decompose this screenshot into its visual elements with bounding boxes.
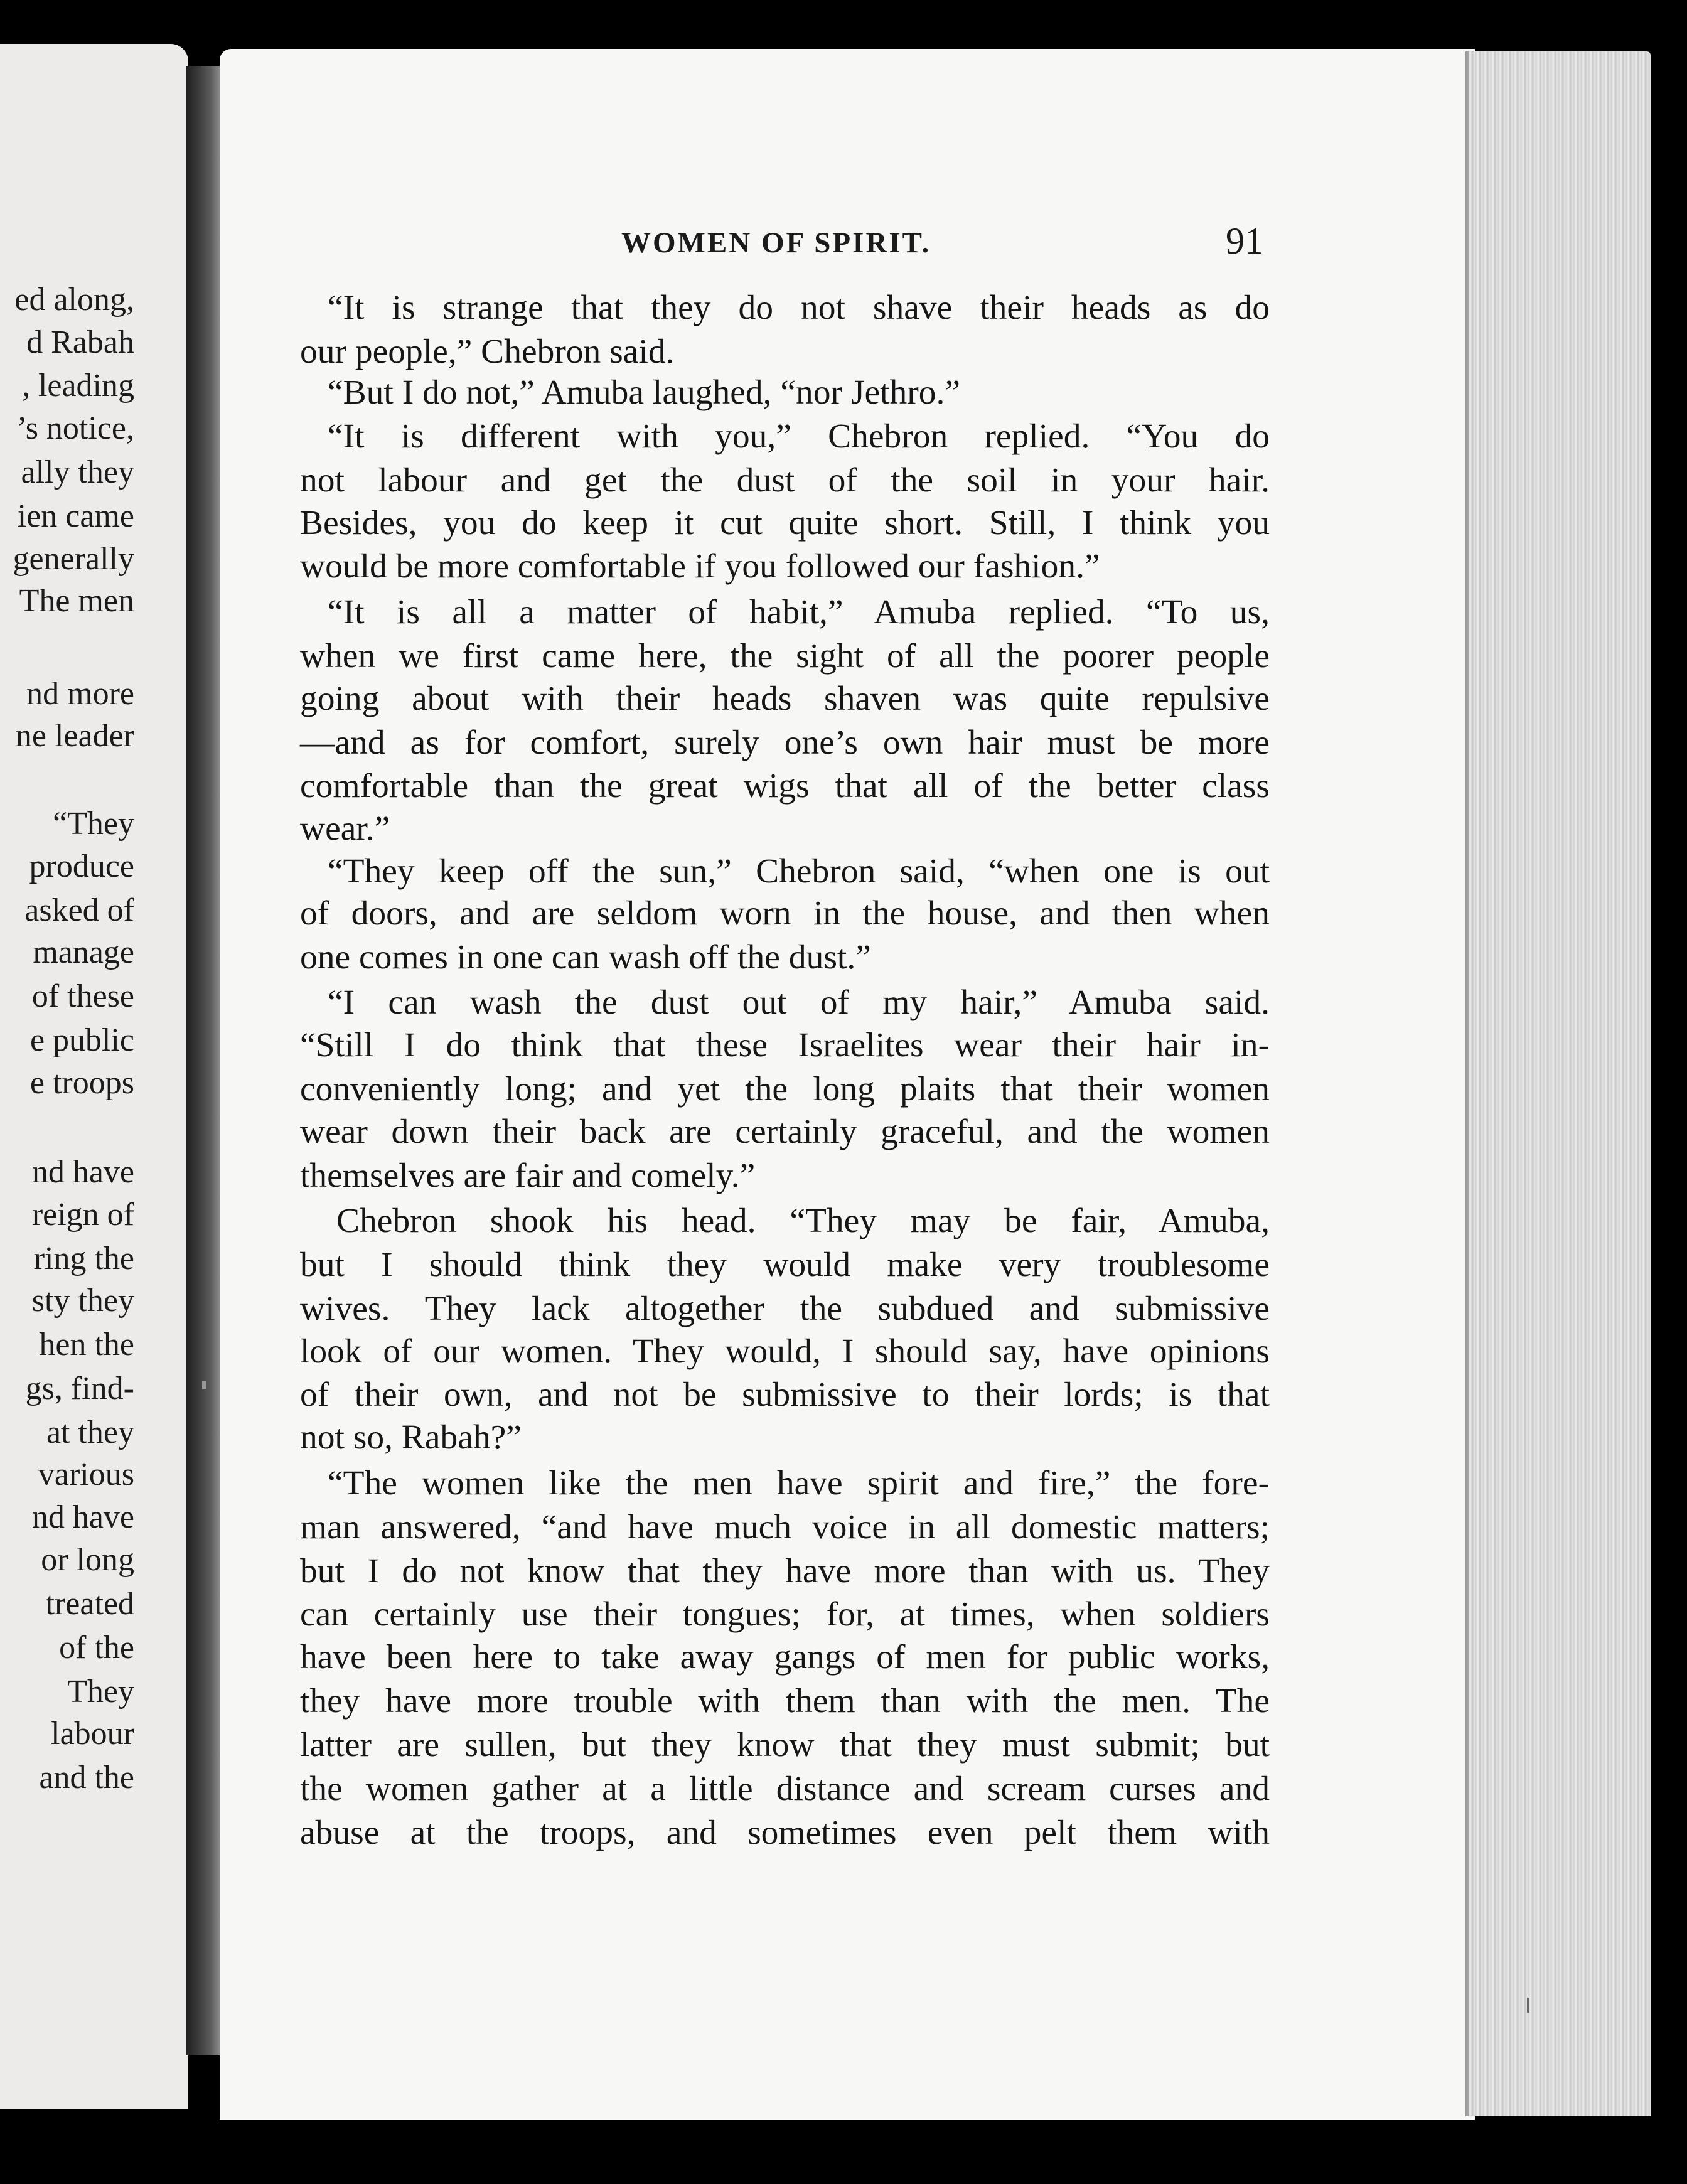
previous-page-line: e troops bbox=[29, 1065, 134, 1101]
text-line: our people,” Chebron said. bbox=[300, 333, 675, 371]
previous-page-line: The men bbox=[19, 583, 134, 619]
previous-page-line: ien came bbox=[17, 498, 134, 534]
text-line: man answered, “and have much voice in all domestic matters; bbox=[300, 1508, 1270, 1546]
previous-page-line: hen the bbox=[39, 1327, 134, 1362]
text-line: Besides, you do keep it cut quite short. Still, I think you bbox=[300, 504, 1270, 542]
text-line: of their own, and not be submissive to their lords; is that bbox=[300, 1376, 1270, 1414]
previous-page-line: treated bbox=[45, 1586, 134, 1622]
previous-page-line: of the bbox=[59, 1630, 134, 1666]
text-line: have been here to take away gangs of men for public works, bbox=[300, 1638, 1270, 1676]
book-gutter bbox=[186, 66, 221, 2055]
previous-page-line: gs, find- bbox=[25, 1371, 134, 1406]
previous-page-line: reign of bbox=[31, 1197, 134, 1233]
text-line: comfortable than the great wigs that all of the better class bbox=[300, 767, 1270, 805]
text-line: they have more trouble with them than with the men. The bbox=[300, 1682, 1270, 1720]
previous-page-line: at they bbox=[46, 1415, 134, 1450]
text-line: —and as for comfort, surely one’s own hair must be more bbox=[300, 724, 1270, 762]
text-line: themselves are fair and comely.” bbox=[300, 1157, 756, 1195]
page-block-edges bbox=[1469, 51, 1651, 2116]
previous-page-line: various bbox=[38, 1457, 134, 1492]
text-line: not labour and get the dust of the soil in your hair. bbox=[300, 461, 1270, 500]
gutter-mark bbox=[202, 1381, 206, 1389]
previous-page-line: asked of bbox=[24, 892, 134, 928]
running-head: WOMEN OF SPIRIT. bbox=[621, 227, 931, 259]
text-line: but I should think they would make very troublesome bbox=[300, 1246, 1270, 1284]
page-number: 91 bbox=[1226, 220, 1263, 262]
previous-page-line: produce bbox=[29, 848, 134, 884]
text-line: “But I do not,” Amuba laughed, “nor Jethro.” bbox=[328, 373, 960, 412]
previous-page-line: labour bbox=[51, 1716, 134, 1752]
text-line: the women gather at a little distance and scream curses and bbox=[300, 1770, 1270, 1808]
text-line: wives. They lack altogether the subdued and submissive bbox=[300, 1290, 1270, 1328]
text-line: “The women like the men have spirit and fire,” the fore- bbox=[328, 1464, 1270, 1502]
text-line: conveniently long; and yet the long plaits that their women bbox=[300, 1070, 1270, 1108]
previous-page-line: e public bbox=[29, 1022, 134, 1058]
text-line: “Still I do think that these Israelites wear their hair in- bbox=[300, 1026, 1270, 1064]
page-edge-mark bbox=[1527, 1998, 1529, 2013]
previous-page-line: nd have bbox=[31, 1154, 134, 1190]
text-line: “I can wash the dust out of my hair,” Amuba said. bbox=[328, 983, 1270, 1022]
previous-page-line: of these bbox=[31, 978, 134, 1014]
previous-page-line: manage bbox=[33, 934, 134, 970]
previous-page-line: nd more bbox=[26, 676, 134, 712]
previous-page-fragment bbox=[0, 44, 188, 2109]
previous-page-line: nd have bbox=[31, 1499, 134, 1535]
previous-page-line: They bbox=[67, 1674, 134, 1710]
text-line: wear down their back are certainly graceful, and the women bbox=[300, 1113, 1270, 1151]
text-line: “It is different with you,” Chebron replied. “You do bbox=[328, 417, 1270, 456]
text-line: “They keep off the sun,” Chebron said, “when one is out bbox=[328, 852, 1270, 891]
text-line: of doors, and are seldom worn in the house, and then when bbox=[300, 894, 1270, 933]
text-line: but I do not know that they have more than with us. They bbox=[300, 1552, 1270, 1590]
text-line: can certainly use their tongues; for, at times, when soldiers bbox=[300, 1595, 1270, 1634]
previous-page-line: ally they bbox=[21, 454, 134, 490]
previous-page-line: ’s notice, bbox=[16, 410, 134, 446]
previous-page-line: “They bbox=[53, 806, 134, 842]
text-line: would be more comfortable if you followed our fashion.” bbox=[300, 547, 1100, 586]
previous-page-line: or long bbox=[41, 1542, 134, 1578]
text-line: going about with their heads shaven was quite repulsive bbox=[300, 680, 1270, 718]
previous-page-line: ed along, bbox=[14, 282, 134, 318]
previous-page-line: ring the bbox=[33, 1241, 134, 1277]
text-line: look of our women. They would, I should say, have opinions bbox=[300, 1332, 1270, 1371]
text-line: “It is strange that they do not shave their heads as do bbox=[328, 289, 1270, 327]
previous-page-line: ne leader bbox=[15, 718, 134, 754]
text-line: wear.” bbox=[300, 810, 390, 848]
text-line: “It is all a matter of habit,” Amuba replied. “To us, bbox=[328, 593, 1270, 631]
previous-page-line: d Rabah bbox=[26, 324, 134, 360]
previous-page-line: generally bbox=[13, 541, 134, 577]
text-line: Chebron shook his head. “They may be fair, Amuba, bbox=[336, 1202, 1270, 1240]
text-line: abuse at the troops, and sometimes even pelt them with bbox=[300, 1814, 1270, 1852]
text-line: when we first came here, the sight of all the poorer people bbox=[300, 637, 1270, 675]
text-line: one comes in one can wash off the dust.” bbox=[300, 938, 871, 977]
previous-page-line: sty they bbox=[31, 1283, 134, 1319]
text-line: not so, Rabah?” bbox=[300, 1418, 522, 1457]
previous-page-line: and the bbox=[39, 1760, 134, 1796]
previous-page-line: , leading bbox=[21, 368, 134, 404]
text-line: latter are sullen, but they know that they must submit; but bbox=[300, 1726, 1270, 1764]
